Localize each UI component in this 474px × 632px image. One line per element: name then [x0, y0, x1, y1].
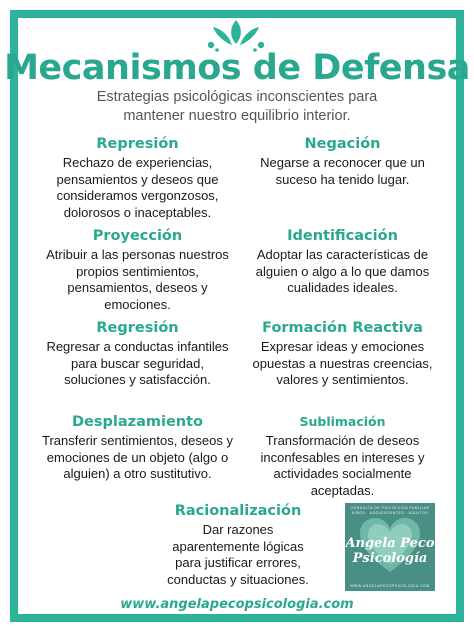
mechanism-description: Rechazo de experiencias, pensamientos y deseos que consideramos vergonzosos, dolorosos o inaceptables.	[56, 155, 219, 220]
mechanism-name: Identificación	[287, 228, 398, 244]
mechanism-name: Sublimación	[299, 414, 386, 429]
mechanism-regresion	[40, 320, 235, 389]
page-title: Mecanismos de Defensa	[4, 48, 470, 88]
mechanism-description: Dar razones aparentemente lógicas para justificar errores, conductas y situaciones.	[167, 522, 309, 587]
mechanism-name: Formación Reactiva	[262, 320, 423, 336]
mechanism-description: Adoptar las características de alguien o algo a lo que damos cualidades ideales.	[255, 247, 430, 295]
brand-logo	[345, 503, 435, 591]
website-link[interactable]: www.angelapecopsicologia.com	[120, 597, 354, 612]
brand-tagline: CONSULTA DE PSICOLOGÍA FAMILIAR	[350, 506, 430, 510]
mechanism-represion	[40, 136, 235, 221]
brand-url: WWW.ANGELAPECOPSICOLOGIA.COM	[350, 584, 430, 588]
page-subtitle: Estrategias psicológicas inconscientes para mantener nuestro equilibrio interior.	[96, 89, 378, 124]
mechanism-sublimacion	[245, 414, 440, 499]
brand-tagline-secondary: NIÑOS · ADOLESCENTES · ADULTOS	[351, 511, 429, 515]
brand-name: Angela Peco	[345, 536, 435, 551]
mechanism-identificacion	[245, 228, 440, 297]
mechanism-negacion	[245, 136, 440, 188]
mechanism-name: Represión	[96, 136, 179, 152]
mechanism-name: Negación	[304, 136, 381, 152]
leaf-splash-icon	[205, 18, 267, 52]
mechanism-name: Regresión	[96, 320, 179, 336]
mechanism-description: Negarse a reconocer que un suceso ha tenido lugar.	[260, 155, 425, 187]
mechanism-desplazamiento	[40, 414, 235, 483]
mechanism-description: Transformación de deseos inconfesables en intereses y actividades socialmente aceptadas.	[260, 433, 425, 498]
mechanism-name: Proyección	[92, 228, 183, 244]
mechanism-name: Racionalización	[174, 503, 302, 519]
mechanism-formacion-reactiva	[245, 320, 440, 389]
brand-field: Psicología	[352, 551, 428, 566]
mechanism-description: Regresar a conductas infantiles para buscar seguridad, soluciones y satisfacción.	[46, 339, 229, 387]
mechanism-name: Desplazamiento	[72, 414, 203, 430]
mechanism-proyeccion	[40, 228, 235, 313]
mechanism-description: Transferir sentimientos, deseos y emociones de un objeto (algo o alguien) a otro sustitutivo.	[42, 433, 233, 481]
mechanism-description: Atribuir a las personas nuestros propios sentimientos, pensamientos, deseos y emociones.	[46, 247, 229, 312]
mechanism-description: Expresar ideas y emociones opuestas a nuestras creencias, valores y sentimientos.	[252, 339, 433, 387]
mechanism-racionalizacion	[158, 503, 318, 588]
